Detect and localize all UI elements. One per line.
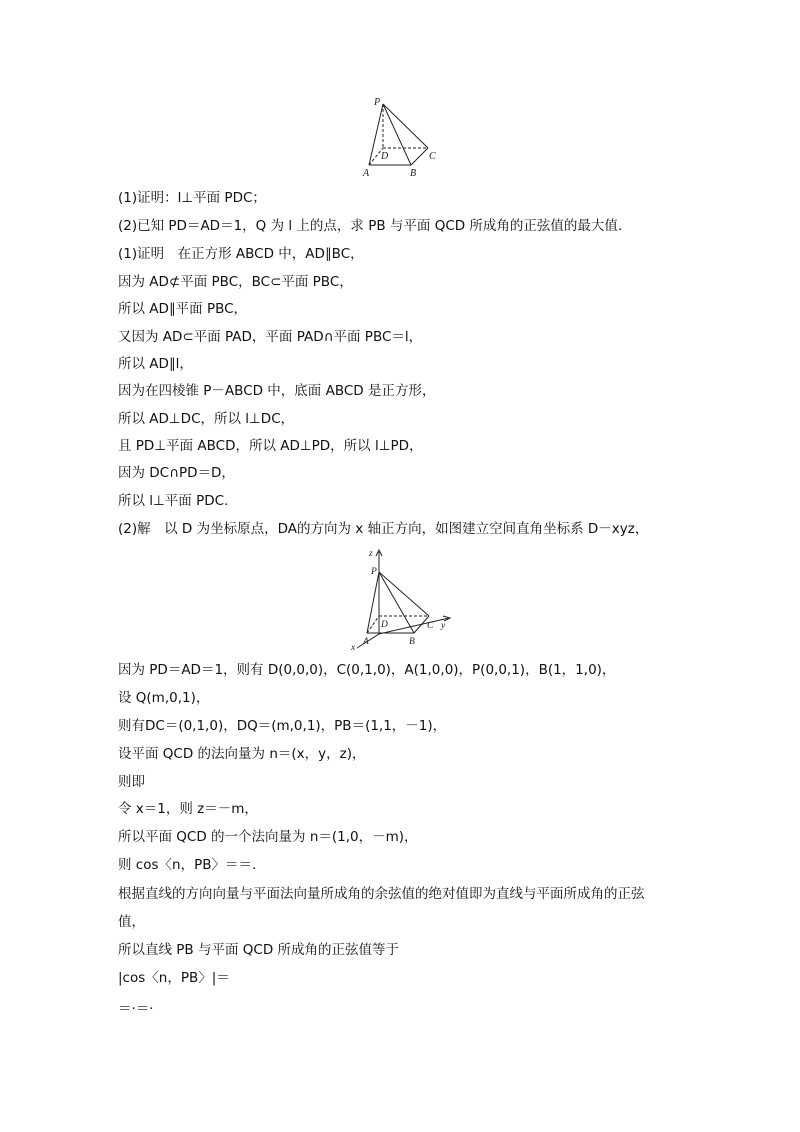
text-line: 设 Q(m,0,1)， bbox=[118, 690, 210, 706]
text-line: 根据直线的方向向量与平面法向量所成角的余弦值的绝对值即为直线与平面所成角的正弦 bbox=[118, 886, 645, 902]
text-line: 设平面 QCD 的法向量为 n＝(x，y，z)， bbox=[118, 746, 366, 762]
text-line: |cos〈n，PB〉|＝ bbox=[118, 970, 230, 986]
text-line: (2)解 以 D 为坐标原点，DA的方向为 x 轴正方向，如图建立空间直角坐标系 D－xyz， bbox=[118, 521, 649, 537]
text-line: 所以 AD⊥DC，所以 l⊥DC， bbox=[118, 411, 295, 427]
label-p2: P bbox=[371, 567, 377, 577]
label-b2: B bbox=[409, 637, 415, 647]
text-line: 所以平面 QCD 的一个法向量为 n＝(1,0，－m)， bbox=[118, 829, 418, 845]
label-y: y bbox=[441, 621, 446, 631]
text-line: (2)已知 PD＝AD＝1，Q 为 l 上的点，求 PB 与平面 QCD 所成角的正弦值的最大值. bbox=[118, 218, 623, 234]
text-line: 所以 l⊥平面 PDC. bbox=[118, 493, 229, 509]
label-d2: D bbox=[381, 620, 388, 630]
text-line: 所以 AD∥l， bbox=[118, 356, 193, 372]
text-line: 则即 bbox=[118, 774, 145, 790]
label-z: z bbox=[369, 549, 373, 559]
label-c2: C bbox=[427, 621, 434, 631]
label-c: C bbox=[429, 151, 436, 162]
text-line: 因为 DC∩PD＝D， bbox=[118, 465, 235, 481]
text-line: ＝·＝· bbox=[118, 1001, 154, 1017]
text-line: 因为 AD⊄平面 PBC，BC⊂平面 PBC， bbox=[118, 274, 353, 290]
text-line: 所以 AD∥平面 PBC， bbox=[118, 301, 248, 317]
pyramid-figure bbox=[355, 94, 455, 178]
text-line: (1)证明：l⊥平面 PDC； bbox=[118, 190, 266, 206]
label-p: P bbox=[374, 97, 381, 108]
label-x: x bbox=[351, 643, 356, 652]
text-line: 令 x＝1，则 z＝－m， bbox=[118, 801, 258, 817]
text-line: 所以直线 PB 与平面 QCD 所成角的正弦值等于 bbox=[118, 942, 400, 958]
text-line: 因为 PD＝AD＝1，则有 D(0,0,0)，C(0,1,0)，A(1,0,0)，P(0,0,1)，B(1，1,0)， bbox=[118, 662, 616, 678]
label-d: D bbox=[381, 151, 389, 162]
label-a: A bbox=[363, 168, 370, 178]
text-line: 则有DC＝(0,1,0)，DQ＝(m,0,1)，PB＝(1,1，－1)， bbox=[118, 718, 447, 734]
coordinate-figure bbox=[345, 546, 455, 652]
text-line: (1)证明 在正方形 ABCD 中，AD∥BC， bbox=[118, 246, 364, 262]
text-line: 且 PD⊥平面 ABCD，所以 AD⊥PD，所以 l⊥PD， bbox=[118, 438, 423, 454]
text-line: 值， bbox=[118, 914, 145, 930]
label-b: B bbox=[410, 168, 417, 178]
text-line: 则 cos〈n，PB〉＝＝. bbox=[118, 857, 257, 873]
text-line: 因为在四棱锥 P－ABCD 中，底面 ABCD 是正方形， bbox=[118, 383, 436, 399]
text-line: 又因为 AD⊂平面 PAD，平面 PAD∩平面 PBC＝l， bbox=[118, 329, 423, 345]
label-a2: A bbox=[363, 637, 369, 647]
